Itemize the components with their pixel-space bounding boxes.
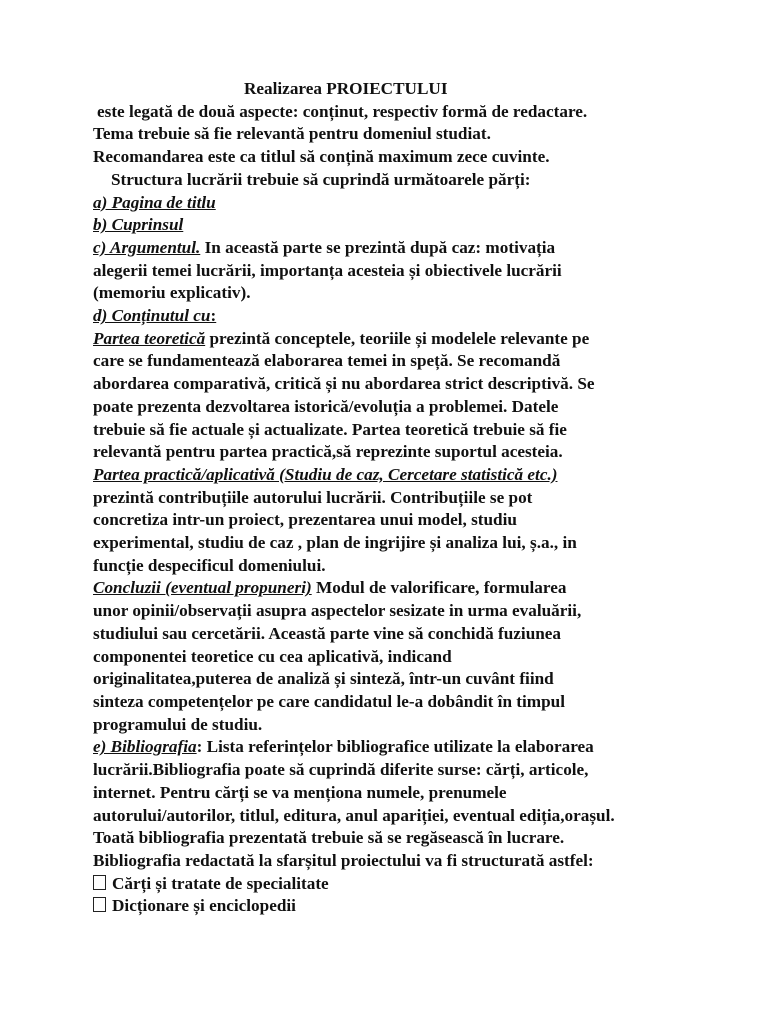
section-d [93,305,733,328]
practical-text: funcție despecificul domeniului. [93,555,326,575]
section-a-heading: a) Pagina de titlu [93,192,216,212]
section-e-text: Toată bibliografia prezentată trebuie să se regăsească în lucrare. [93,828,565,848]
conclusions-heading: Concluzii (eventual propuneri) [93,578,312,598]
section-e-text: internet. Pentru cărți se va menționa numele, prenumele [93,782,507,802]
intro-line: Structura lucrării trebuie să cuprindă următoarele părți: [111,169,531,189]
theory-text: care se fundamentează elaborarea temei in speță. Se recomandă [93,351,561,371]
section-c [93,237,733,260]
checkbox-square-icon [93,875,106,890]
section-c-text: (memoriu explicativ). [93,283,251,303]
section-b-heading: b) Cuprinsul [93,215,184,235]
practical-text: prezintă contribuțiile autorului lucrării. Contribuțiile se pot [93,487,533,507]
conclusions-paragraph [93,577,733,600]
bibliography-list-label: Cărți și tratate de specialitate [112,873,329,893]
intro-line: este legată de două aspecte: conținut, respectiv formă de redactare. [97,101,588,121]
theory-text: relevantă pentru partea practică,să reprezinte suportul acesteia. [93,442,563,462]
intro-line: Tema trebuie să fie relevantă pentru domeniul studiat. [93,124,491,144]
practical-text: experimental, studiu de caz , plan de ingrijire și analiza lui, ș.a., in [93,533,577,553]
section-c-text: alegerii temei lucrării, importanța acesteia și obiectivele lucrării [93,260,562,280]
practical-paragraph [93,464,733,487]
section-c-heading: c) Argumentul. [93,237,201,257]
section-e-text: lucrării.Bibliografia poate să cuprindă diferite surse: cărți, articole, [93,760,589,780]
practical-heading: Partea practică/aplicativă (Studiu de caz, Cercetare statistică etc.) [93,464,558,484]
conclusions-text: originalitatea,puterea de analiză și sinteză, într-un cuvânt fiind [93,669,554,689]
section-e [93,736,733,759]
theory-paragraph [93,328,733,351]
section-b [93,214,733,237]
theory-text: abordarea comparativă, critică și nu abordarea strict descriptivă. Se [93,374,595,394]
conclusions-text: componentei teoretice cu cea aplicativă, indicand [93,646,452,666]
bibliography-list-item [93,873,733,896]
section-e-heading: e) Bibliografia [93,737,197,757]
conclusions-text: unor opinii/observații asupra aspectelor sesizate in urma evaluării, [93,601,582,621]
checkbox-square-icon [93,897,106,912]
theory-heading: Partea teoretică [93,328,206,348]
conclusions-text: programului de studiu. [93,714,263,734]
section-a [93,192,733,215]
bibliography-list-label: Dicționare și enciclopedii [112,896,296,916]
intro-line: Recomandarea este ca titlul să conțină maximum zece cuvinte. [93,147,550,167]
section-e-text: Bibliografia redactată la sfarșitul proiectului va fi structurată astfel: [93,850,594,870]
conclusions-text: studiului sau cercetării. Această parte vine să conchidă fuziunea [93,623,562,643]
conclusions-text: Modul de valorificare, formularea [311,578,567,598]
section-d-colon: : [210,306,217,326]
bibliography-list-item [93,895,733,918]
section-e-text: : Lista referințelor bibliografice utilizate la elaborarea [196,737,594,757]
theory-text: trebuie să fie actuale și actualizate. Partea teoretică trebuie să fie [93,419,567,439]
practical-text: concretiza intr-un proiect, prezentarea unui model, studiu [93,510,517,530]
section-c-text: In această parte se prezintă după caz: motivația [200,237,556,257]
section-d-heading: d) Conținutul cu [93,306,211,326]
conclusions-text: sinteza competențelor pe care candidatul le-a dobândit în timpul [93,691,566,711]
document-body [93,78,733,918]
theory-text: poate prezenta dezvoltarea istorică/evoluția a problemei. Datele [93,396,559,416]
section-e-text: autorului/autorilor, titlul, editura, anul apariției, eventual ediția,orașul. [93,805,615,825]
theory-text: prezintă conceptele, teoriile și modelele relevante pe [205,328,590,348]
document-title: Realizarea PROIECTULUI [244,79,448,98]
